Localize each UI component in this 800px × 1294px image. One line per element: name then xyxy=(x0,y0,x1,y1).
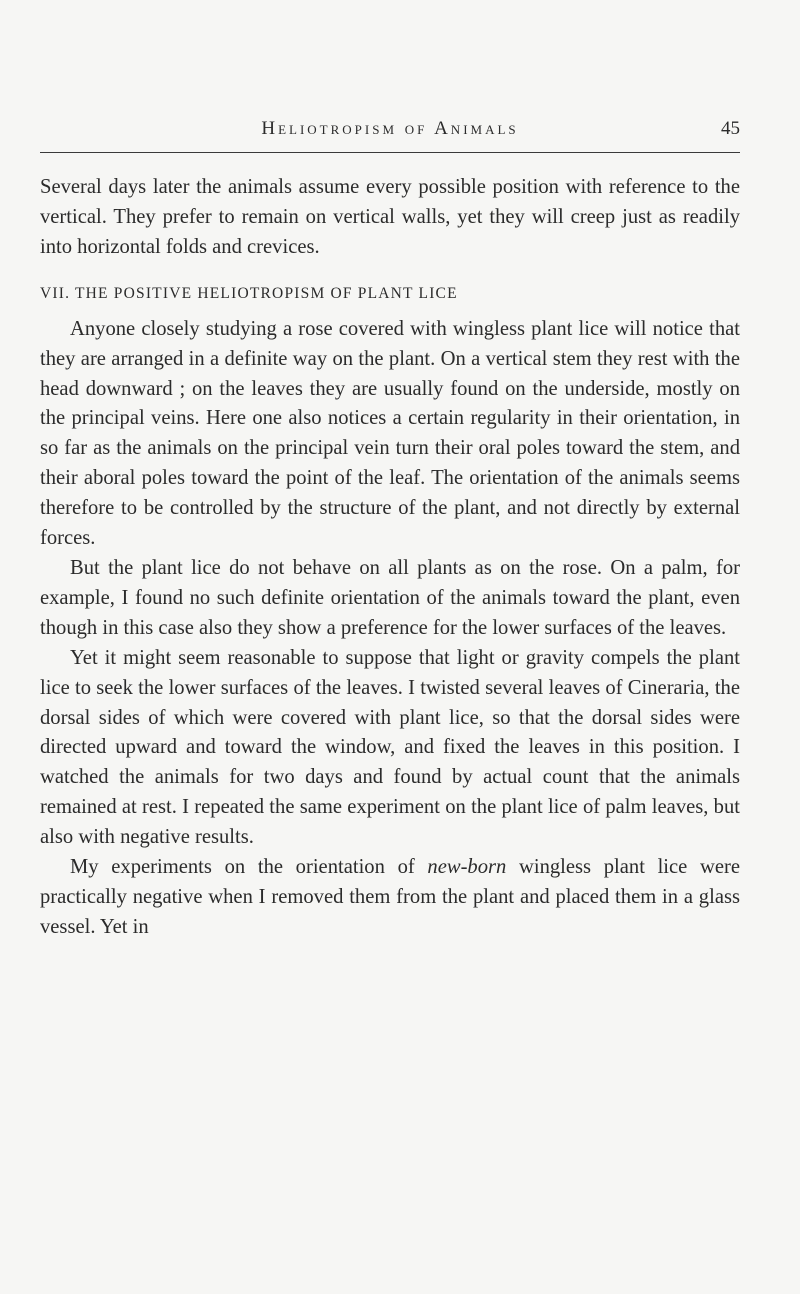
paragraph-continuation: Several days later the animals assume every possible position with reference to the vertical. They prefer to remain on vertical walls, yet they will creep just as readily into horizontal folds and crevices. xyxy=(40,176,740,258)
paragraph-text: wingless plant lice were practically negative when I removed them from the plant and placed them in a glass vessel. Yet in xyxy=(40,856,740,938)
page-number: 45 xyxy=(721,118,740,139)
running-title: Heliotropism of Animals xyxy=(261,118,519,139)
paragraph xyxy=(40,853,740,943)
paragraph: Yet it might seem reasonable to suppose that light or gravity compels the plant lice to seek the lower surfaces of the leaves. I twisted several leaves of Cineraria, the dorsal sides of which were covered with plant lice, so that the dorsal sides were directed upward and toward the window, and fixed the leaves in this position. I watched the animals for two days and found by actual count that the animals remained at rest. I repeated the same experiment on the plant lice of palm leaves, but also with negative results. xyxy=(40,646,740,849)
book-page xyxy=(40,118,740,943)
running-header xyxy=(40,118,740,153)
paragraph: Anyone closely studying a rose covered with wingless plant lice will notice that they are arranged in a definite way on the plant. On a vertical stem they rest with the head downward ; on the leaves they are usually found on the underside, mostly on the principal veins. Here one also notices a certain regularity in their orientation, in so far as the animals on the principal vein turn their oral poles toward the stem, and their aboral poles toward the point of the leaf. The orientation of the animals seems therefore to be controlled by the structure of the plant, and not directly by external forces. xyxy=(40,317,740,550)
body-text xyxy=(40,173,740,943)
paragraph: But the plant lice do not behave on all plants as on the rose. On a palm, for example, I found no such definite orientation of the animals toward the plant, even though in this case also they show a preference for the lower surfaces of the leaves. xyxy=(40,556,740,639)
paragraph-text: My experiments on the orientation of xyxy=(70,856,428,879)
section-heading: VII. THE POSITIVE HELIOTROPISM OF PLANT LICE xyxy=(40,284,458,302)
italic-term: new-born xyxy=(427,856,507,879)
